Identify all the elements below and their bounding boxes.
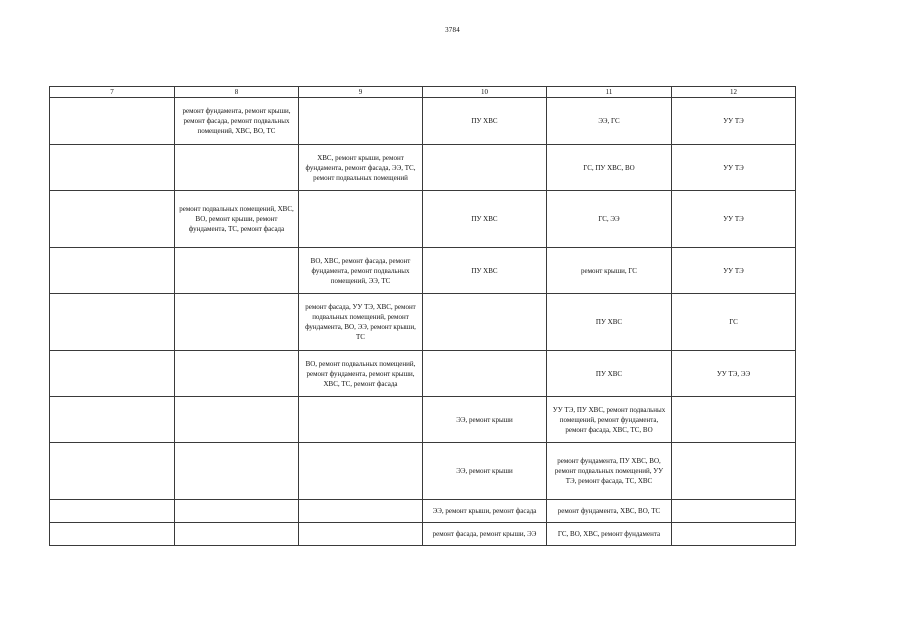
table-cell: ремонт фундамента, ПУ ХВС, ВО, ремонт подвальных помещений, УУ ТЭ, ремонт фасада, ТС, ХВС (547, 443, 672, 500)
table-cell (672, 443, 796, 500)
table-row (50, 98, 796, 145)
table-row (50, 443, 796, 500)
table-cell: УУ ТЭ (672, 248, 796, 294)
table-row (50, 351, 796, 397)
table-cell: ВО, ХВС, ремонт фасада, ремонт фундамента, ремонт подвальных помещений, ЭЭ, ТС (299, 248, 423, 294)
column-header: 10 (423, 87, 547, 98)
table-cell (50, 351, 175, 397)
table-cell (50, 523, 175, 546)
table-cell: ремонт фасада, УУ ТЭ, ХВС, ремонт подвальных помещений, ремонт фундамента, ВО, ЭЭ, ремонт крыши, ТС (299, 294, 423, 351)
table-cell: ХВС, ремонт крыши, ремонт фундамента, ремонт фасада, ЭЭ, ТС, ремонт подвальных помещений (299, 145, 423, 191)
table-cell (299, 191, 423, 248)
table-cell (175, 397, 299, 443)
table-cell: ПУ ХВС (547, 294, 672, 351)
table-cell (672, 523, 796, 546)
table-cell: ЭЭ, ГС (547, 98, 672, 145)
table-cell: ПУ ХВС (423, 248, 547, 294)
table-cell: ЭЭ, ремонт крыши, ремонт фасада (423, 500, 547, 523)
column-header: 12 (672, 87, 796, 98)
table-cell: ГС, ЭЭ (547, 191, 672, 248)
table-row (50, 248, 796, 294)
table-cell (175, 443, 299, 500)
table-row (50, 191, 796, 248)
table-cell (50, 145, 175, 191)
table-cell: ЭЭ, ремонт крыши (423, 397, 547, 443)
table-cell: ремонт фундамента, ХВС, ВО, ТС (547, 500, 672, 523)
table-cell: ремонт фундамента, ремонт крыши, ремонт фасада, ремонт подвальных помещений, ХВС, ВО, ТС (175, 98, 299, 145)
table-cell: УУ ТЭ, ПУ ХВС, ремонт подвальных помещений, ремонт фундамента, ремонт фасада, ХВС, ТС, ВО (547, 397, 672, 443)
table-cell (423, 145, 547, 191)
table-row (50, 397, 796, 443)
table-row (50, 294, 796, 351)
table-cell (50, 248, 175, 294)
column-header: 11 (547, 87, 672, 98)
table-cell (299, 443, 423, 500)
table-cell (175, 145, 299, 191)
table-cell (299, 98, 423, 145)
table-row (50, 145, 796, 191)
table-cell: УУ ТЭ, ЭЭ (672, 351, 796, 397)
table-cell (175, 523, 299, 546)
table-cell (299, 500, 423, 523)
table-cell (299, 397, 423, 443)
table-cell (50, 191, 175, 248)
page-number: 3784 (445, 26, 460, 34)
table-cell: ВО, ремонт подвальных помещений, ремонт фундамента, ремонт крыши, ХВС, ТС, ремонт фасада (299, 351, 423, 397)
table-cell (672, 500, 796, 523)
table-cell (175, 294, 299, 351)
table-cell: ГС, ВО, ХВС, ремонт фундамента (547, 523, 672, 546)
table-row (50, 523, 796, 546)
table-cell: УУ ТЭ (672, 191, 796, 248)
table-cell: УУ ТЭ (672, 98, 796, 145)
table-cell: ГС, ПУ ХВС, ВО (547, 145, 672, 191)
table-cell: ремонт подвальных помещений, ХВС, ВО, ремонт крыши, ремонт фундамента, ТС, ремонт фасада (175, 191, 299, 248)
table-cell: ЭЭ, ремонт крыши (423, 443, 547, 500)
table-row (50, 500, 796, 523)
table-cell (50, 98, 175, 145)
table-cell (175, 500, 299, 523)
table-cell (423, 351, 547, 397)
header-row (50, 87, 796, 98)
table-cell: ПУ ХВС (423, 98, 547, 145)
table-cell: УУ ТЭ (672, 145, 796, 191)
column-header: 7 (50, 87, 175, 98)
table-cell (672, 397, 796, 443)
table-cell (299, 523, 423, 546)
table-cell (175, 351, 299, 397)
table-cell: ремонт фасада, ремонт крыши, ЭЭ (423, 523, 547, 546)
table-cell (50, 397, 175, 443)
table-cell (423, 294, 547, 351)
schedule-table (49, 86, 796, 546)
table-cell: ПУ ХВС (423, 191, 547, 248)
table-cell (50, 443, 175, 500)
table-cell (175, 248, 299, 294)
table-cell: ПУ ХВС (547, 351, 672, 397)
table-cell: ремонт крыши, ГС (547, 248, 672, 294)
column-header: 8 (175, 87, 299, 98)
table-cell: ГС (672, 294, 796, 351)
table-cell (50, 500, 175, 523)
table-cell (50, 294, 175, 351)
column-header: 9 (299, 87, 423, 98)
